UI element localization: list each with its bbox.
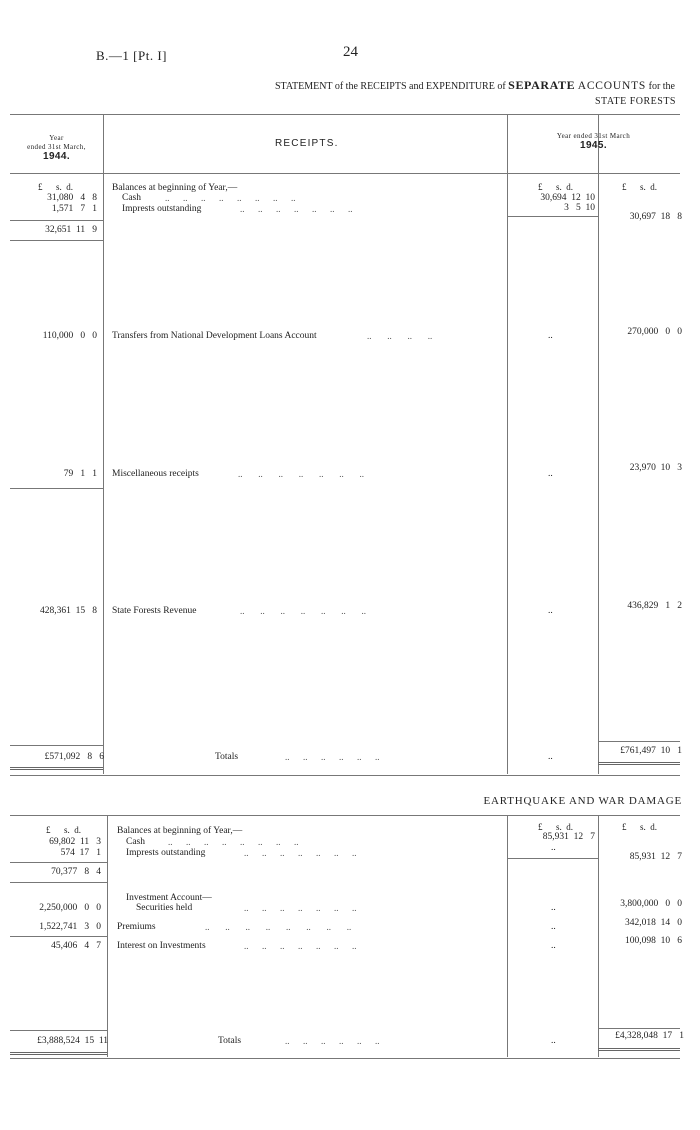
left-year-heading (10, 134, 103, 162)
right-row-amount: 270,000 0 0 (627, 327, 682, 337)
totals-rule (10, 1030, 107, 1031)
left-row-amount: 110,000 0 0 (42, 331, 97, 341)
right-year-heading (507, 132, 680, 151)
subtotal-rule (10, 882, 107, 883)
left-grand-total: £3,888,524 15 11 (37, 1036, 108, 1046)
statement-subtitle: STATE FORESTS (595, 96, 676, 107)
subtotal-rule (507, 216, 598, 217)
leader-dots: .. .. .. .. .. .. .. .. (168, 837, 299, 847)
left-cash-amount: 69,802 11 3 (49, 837, 101, 847)
mid-imprests-marker: .. (551, 843, 556, 853)
mid-currency-heading: £ s. d. (538, 822, 574, 832)
mid-column-divider (507, 114, 508, 774)
right-grand-total: £4,328,048 17 1 (615, 1031, 684, 1041)
title-accounts: ACCOUNTS (577, 80, 647, 92)
mid-row-marker: .. (548, 469, 553, 479)
balances-label: Balances at beginning of Year,— (117, 826, 243, 836)
leader-dots: .. .. .. .. .. .. .. .. (165, 193, 296, 203)
totals-label: Totals (215, 752, 239, 762)
mid-column-divider (507, 815, 508, 1057)
right-balance-total: 85,931 12 7 (629, 852, 682, 862)
interest-label: Interest on Investments (117, 941, 206, 951)
left-row-amount: 428,361 15 8 (40, 606, 97, 616)
right-year-line1: Year ended 31st March (556, 132, 631, 140)
left-premiums-amount: 1,522,741 3 0 (39, 922, 101, 932)
grand-total-double-rule (598, 762, 680, 765)
grand-total-double-rule (10, 1052, 107, 1055)
table-top-rule (10, 114, 680, 115)
cash-label: Cash (126, 837, 145, 847)
right-balance-total: 30,697 18 8 (629, 212, 682, 222)
right-column-divider (598, 114, 599, 774)
investment-account-label: Investment Account— (126, 893, 212, 903)
subtotal-rule (10, 240, 103, 241)
left-year-bold: 1944. (42, 151, 71, 162)
left-column-divider (107, 815, 108, 1057)
mid-total-marker: .. (551, 1036, 556, 1046)
left-balance-total: 70,377 8 4 (51, 867, 101, 877)
balances-label: Balances at beginning of Year,— (112, 183, 238, 193)
mid-total-marker: .. (548, 752, 553, 762)
leader-dots: .. .. .. .. .. .. .. (244, 903, 357, 913)
row-label: State Forests Revenue (112, 606, 197, 616)
left-year-line2: ended 31st March, (27, 143, 86, 151)
table-top-rule (10, 815, 680, 816)
mid-row-marker: .. (551, 941, 556, 951)
left-column-divider (103, 114, 104, 774)
totals-label: Totals (218, 1036, 242, 1046)
document-series: B.—1 [Pt. I] (96, 48, 167, 63)
left-imprests-amount: 1,571 7 1 (51, 204, 97, 214)
premiums-label: Premiums (117, 922, 156, 932)
table-bottom-rule (10, 1058, 680, 1059)
mid-imprests-amount: 3 5 10 (564, 203, 595, 213)
left-year-line1: Year (49, 134, 64, 142)
header-bottom-rule (10, 173, 680, 174)
right-year-bold: 1945. (579, 140, 608, 151)
right-column-divider (598, 815, 599, 1057)
statement-title (275, 78, 675, 93)
section-title: EARTHQUAKE AND WAR DAMAGE (483, 795, 682, 807)
mid-row-marker: .. (548, 331, 553, 341)
title-prefix: STATEMENT of the RECEIPTS and EXPENDITURE of (275, 81, 506, 92)
mid-row-marker: .. (551, 922, 556, 932)
securities-label: Securities held (136, 903, 193, 913)
left-currency-heading: £ s. d. (46, 825, 82, 835)
right-row-amount: 23,970 10 3 (629, 463, 682, 473)
title-suffix: for the (648, 81, 675, 92)
mid-currency-heading: £ s. d. (538, 182, 574, 192)
leader-dots: .. .. .. .. .. .. .. .. (205, 922, 352, 932)
row-label: Miscellaneous receipts (112, 469, 199, 479)
right-currency-heading: £ s. d. (622, 182, 658, 192)
page-number: 24 (343, 44, 358, 60)
table-bottom-rule (10, 775, 680, 776)
row-rule (10, 936, 107, 937)
leader-dots: .. .. .. .. .. .. .. (244, 848, 357, 858)
left-currency-heading: £ s. d. (38, 182, 74, 192)
mid-row-marker: .. (548, 606, 553, 616)
left-cash-amount: 31,080 4 8 (47, 193, 97, 203)
mid-cash-amount: 85,931 12 7 (542, 832, 595, 842)
left-imprests-amount: 574 17 1 (60, 848, 101, 858)
right-currency-heading: £ s. d. (622, 822, 658, 832)
cash-label: Cash (122, 193, 141, 203)
subtotal-rule (10, 220, 103, 221)
left-row-amount: 79 1 1 (63, 469, 97, 479)
imprests-label: Imprests outstanding (126, 848, 206, 858)
section-rule (10, 488, 103, 489)
subtotal-rule (507, 858, 598, 859)
leader-dots: .. .. .. .. .. .. .. (244, 941, 357, 951)
leader-dots: .. .. .. .. (367, 331, 433, 341)
left-grand-total: £571,092 8 6 (44, 752, 104, 762)
left-interest-amount: 45,406 4 7 (51, 941, 101, 951)
grand-total-double-rule (10, 767, 103, 770)
totals-rule (598, 1028, 680, 1029)
title-bold: SEPARATE (508, 78, 576, 92)
right-grand-total: £761,497 10 1 (620, 746, 682, 756)
right-interest-amount: 100,098 10 6 (625, 936, 682, 946)
imprests-label: Imprests outstanding (122, 204, 202, 214)
mid-row-marker: .. (551, 903, 556, 913)
mid-cash-amount: 30,694 12 10 (540, 193, 595, 203)
totals-rule (598, 741, 680, 742)
leader-dots: .. .. .. .. .. .. .. (240, 606, 366, 616)
totals-rule (10, 745, 103, 746)
leader-dots: .. .. .. .. .. .. .. (238, 469, 364, 479)
leader-dots: .. .. .. .. .. .. (285, 752, 380, 762)
leader-dots: .. .. .. .. .. .. .. (240, 204, 353, 214)
left-securities-amount: 2,250,000 0 0 (39, 903, 101, 913)
leader-dots: .. .. .. .. .. .. (285, 1036, 380, 1046)
right-premiums-amount: 342,018 14 0 (625, 918, 682, 928)
left-balance-total: 32,651 11 9 (45, 225, 97, 235)
row-label: Transfers from National Development Loans Account (112, 331, 317, 341)
subtotal-rule (10, 862, 107, 863)
right-securities-amount: 3,800,000 0 0 (620, 899, 682, 909)
right-row-amount: 436,829 1 2 (627, 601, 682, 611)
grand-total-double-rule (598, 1048, 680, 1051)
receipts-heading: RECEIPTS. (275, 138, 339, 149)
